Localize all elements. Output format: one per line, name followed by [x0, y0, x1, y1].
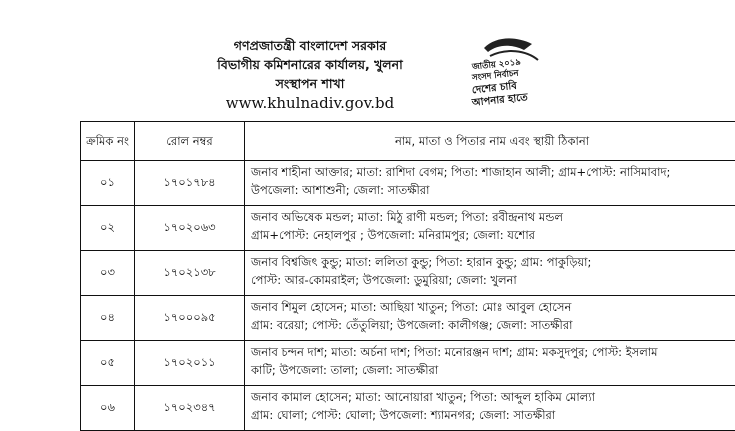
details-cell: [245, 296, 735, 341]
details-line: পোস্ট: আর-কোমরাইল; উপজেলা: ডুমুরিয়া; জেলা: খুলনা: [251, 271, 735, 289]
serial-cell: ০৪: [81, 296, 135, 341]
details-line: কাটি; উপজেলা: তালা; জেলা: সাতক্ষীরা: [251, 361, 735, 379]
details-line: জনাব শাহীনা আক্তার; মাতা: রাশিদা বেগম; পিতা: শাজাহান আলী; গ্রাম+পোস্ট: নাসিমাবাদ;: [251, 163, 735, 181]
logo-line-2: সংসদ নির্বাচন: [471, 67, 519, 86]
logo-line-4: আপনার হাতে: [471, 90, 528, 113]
details-cell: [245, 386, 735, 431]
section-title: সংস্থাপন শাখা: [170, 74, 450, 93]
roll-header: রোল নম্বর: [135, 122, 245, 161]
details-line: জনাব শিমুল হোসেন; মাতা: আছিয়া খাতুন; পিতা: মোঃ আবুল হোসেন: [251, 298, 735, 316]
table-row: [81, 296, 735, 341]
details-line: উপজেলা: আশাশুনী; জেলা: সাতক্ষীরা: [251, 181, 735, 199]
election-logo: [466, 34, 566, 104]
serial-cell: ০৫: [81, 341, 135, 386]
serial-cell: ০৩: [81, 251, 135, 296]
roll-cell: ১৭০২০১১: [135, 341, 245, 386]
office-title: বিভাগীয় কমিশনারের কার্যালয়, খুলনা: [170, 55, 450, 74]
details-cell: [245, 206, 735, 251]
government-title: গণপ্রজাতন্ত্রী বাংলাদেশ সরকার: [170, 36, 450, 55]
details-line: জনাব বিশ্বজিৎ কুন্ডু; মাতা: ললিতা কুন্ডু; পিতা: হারান কুন্ডু; গ্রাম: পাকুড়িয়া;: [251, 253, 735, 271]
details-cell: [245, 161, 735, 206]
details-line: জনাব চন্দন দাশ; মাতা: অর্চনা দাশ; পিতা: মনোরঞ্জন দাশ; গ্রাম: মকসুদপুর; পোস্ট: ইসলাম: [251, 343, 735, 361]
serial-cell: ০১: [81, 161, 135, 206]
details-header: নাম, মাতা ও পিতার নাম এবং স্থায়ী ঠিকানা: [245, 122, 735, 161]
details-cell: [245, 341, 735, 386]
logo-line-1: জাতীয় ২০১৯: [471, 55, 521, 74]
logo-line-3: দেশের চাবি: [471, 79, 517, 101]
roll-cell: ১৭০২০৬৩: [135, 206, 245, 251]
table-header-row: [81, 122, 735, 161]
table-row: [81, 161, 735, 206]
table-row: [81, 341, 735, 386]
details-line: গ্রাম: বরেয়া; পোস্ট: তেঁতুলিয়া; উপজেলা: কালীগঞ্জ; জেলা: সাতক্ষীরা: [251, 316, 735, 334]
roll-cell: ১৭০০০৯৫: [135, 296, 245, 341]
roll-cell: ১৭০২৩৪৭: [135, 386, 245, 431]
details-line: গ্রাম+পোস্ট: নেহালপুর ; উপজেলা: মনিরামপুর; জেলা: যশোর: [251, 226, 735, 244]
serial-cell: ০২: [81, 206, 135, 251]
roll-cell: ১৭০১৭৮৪: [135, 161, 245, 206]
serial-cell: ০৬: [81, 386, 135, 431]
details-line: জনাব কামাল হোসেন; মাতা: আনোয়ারা খাতুন; পিতা: আব্দুল হাকিম মোল্যা: [251, 388, 735, 406]
document-header: [170, 36, 450, 113]
table-row: [81, 206, 735, 251]
details-cell: [245, 251, 735, 296]
serial-header: ক্রমিক নং: [81, 122, 135, 161]
details-line: জনাব অভিষেক মন্ডল; মাতা: মিঠু রাণী মন্ডল; পিতা: রবীন্দ্রনাথ মন্ডল: [251, 208, 735, 226]
roll-cell: ১৭০২১৩৮: [135, 251, 245, 296]
table-row: [81, 251, 735, 296]
candidate-table: [80, 121, 735, 431]
details-line: গ্রাম: ঘোলা; পোস্ট: ঘোলা; উপজেলা: শ্যামনগর; জেলা: সাতক্ষীরা: [251, 406, 735, 424]
website-url[interactable]: www.khulnadiv.gov.bd: [170, 93, 450, 113]
table-row: [81, 386, 735, 431]
